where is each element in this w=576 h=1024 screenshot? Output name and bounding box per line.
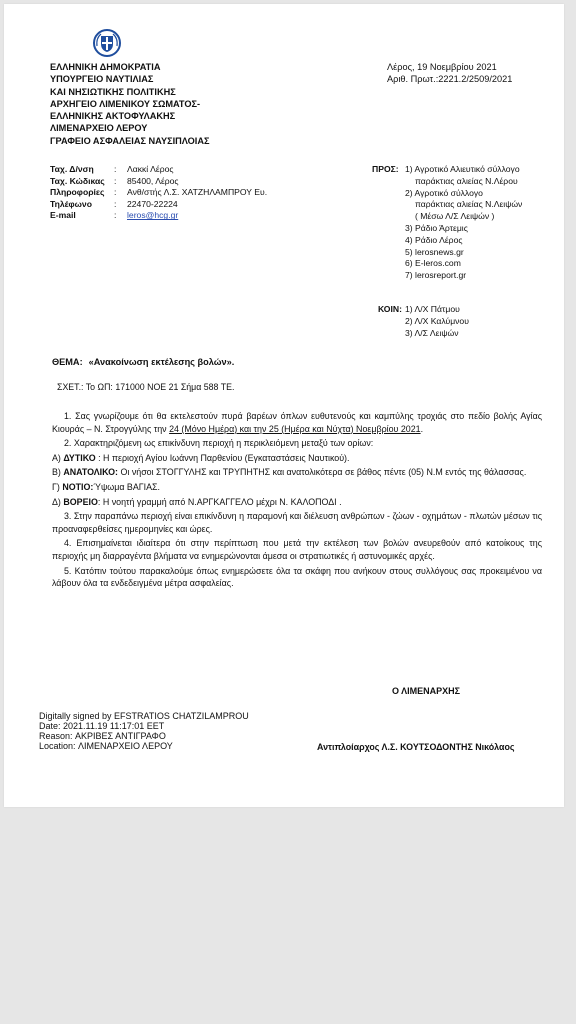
recipient-line: παράκτιας αλιείας Ν.Λειψών <box>415 199 523 210</box>
recipients-label: ΠΡΟΣ: <box>372 164 399 174</box>
boundary-text: : Η νοητή γραμμή από Ν.ΑΡΓΚΑΓΓΕΛΟ μέχρι Ν. ΚΑΛΟΠΟΔΙ . <box>97 496 342 507</box>
authority-line: ΕΛΛΗΝΙΚΗ ΔΗΜΟΚΡΑΤΙΑ <box>50 62 161 72</box>
authority-line: ΑΡΧΗΓΕΙΟ ΛΙΜΕΝΙΚΟΥ ΣΩΜΑΤΟΣ- <box>50 98 201 109</box>
contact-row <box>50 199 267 211</box>
document-body <box>52 410 542 592</box>
dates-underlined: 24 (Μόνο Ημέρα) και την 25 (Ημέρα και Νύχτα) Νοεμβρίου 2021 <box>169 423 421 434</box>
digital-signature-line: Digitally signed by EFSTRATIOS CHATZILAMPROU <box>39 711 249 721</box>
contact-label: E-mail <box>50 210 76 221</box>
reference-line: ΣΧΕΤ.: Το ΩΠ: 171000 ΝΟΕ 21 Σήμα 588 ΤΕ. <box>57 382 235 392</box>
contact-row <box>50 176 267 188</box>
protocol-number: Αριθ. Πρωτ.:2221.2/2509/2021 <box>387 74 513 85</box>
contact-sep: : <box>114 198 117 209</box>
contact-label: Τηλέφωνο <box>50 198 92 209</box>
authority-line: ΕΛΛΗΝΙΚΗΣ ΑΚΤΟΦΥΛΑΚΗΣ <box>50 111 176 122</box>
paragraph-3: 3. Στην παραπάνω περιοχή είναι επικίνδυνη η παραμονή και διέλευση ανθρώπων - ζώων - οχημάτων - πλωτών μέσων τις προαναφερθείσες ημερομηνίες και ώρες. <box>52 511 542 534</box>
signer-name: Αντιπλοίαρχος Λ.Σ. ΚΟΥΤΣΟΔΟΝΤΗΣ Νικόλαος <box>317 742 515 752</box>
recipients-block <box>372 164 522 282</box>
contact-label: Ταχ. Δ/νση <box>50 164 94 174</box>
subject-text: «Ανακοίνωση εκτέλεσης βολών». <box>88 357 235 367</box>
subject-label: ΘΕΜΑ: <box>52 357 83 367</box>
boundary-text: : Η περιοχή Αγίου Ιωάννη Παρθενίου (Εγκαταστάσεις Ναυτικού). <box>95 452 350 463</box>
boundary-west <box>52 452 542 465</box>
contact-value: Ανθ/στής Λ.Σ. ΧΑΤΖΗΛΑΜΠΡΟΥ Ευ. <box>127 187 268 198</box>
contact-value: Λακκί Λέρος <box>127 164 174 174</box>
recipient-line: 6) E-leros.com <box>405 258 461 269</box>
paragraph-2: 2. Χαρακτηριζόμενη ως επικίνδυνη περιοχή η περικλειόμενη μεταξύ των ορίων: <box>64 438 374 449</box>
recipient-line: 1) Αγροτικό Αλιευτικό σύλλογο <box>405 164 520 174</box>
boundary-label: ΝΟΤΙΟ: <box>62 481 94 492</box>
item-prefix: Β) <box>52 467 64 478</box>
authority-line: ΚΑΙ ΝΗΣΙΩΤΙΚΗΣ ΠΟΛΙΤΙΚΗΣ <box>50 86 176 97</box>
contact-sep: : <box>114 210 117 221</box>
copy-line: 1) Λ/Χ Πάτμου <box>405 304 460 314</box>
item-prefix: Α) <box>52 452 64 463</box>
authority-line: ΥΠΟΥΡΓΕΙΟ ΝΑΥΤΙΛΙΑΣ <box>50 74 154 85</box>
boundary-label: ΒΟΡΕΙΟ <box>63 496 98 507</box>
document-meta <box>387 61 512 86</box>
subject-line <box>52 357 234 367</box>
contact-row <box>50 210 267 222</box>
document-page <box>4 4 564 807</box>
copy-line: 3) Λ/Σ Λειψών <box>405 327 459 338</box>
paragraph-text: . <box>420 423 424 434</box>
boundary-text: Ύψωμα ΒΑΓΙΑΣ. <box>93 481 160 492</box>
boundary-label: ΑΝΑΤΟΛΙΚΟ: <box>63 467 119 478</box>
contact-label: Ταχ. Κώδικας <box>50 175 105 186</box>
digital-signature-line: Date: 2021.11.19 11:17:01 EET <box>39 721 165 731</box>
contact-value: 85400, Λέρος <box>127 175 179 186</box>
contact-sep: : <box>114 164 117 174</box>
authority-line: ΓΡΑΦΕΙΟ ΑΣΦΑΛΕΙΑΣ ΝΑΥΣΙΠΛΟΙΑΣ <box>50 135 210 146</box>
recipient-line: 7) lerosreport.gr <box>405 270 467 281</box>
boundary-text: Οι νήσοι ΣΤΟΓΓΥΛΗΣ και ΤΡΥΠΗΤΗΣ και ανατολικότερα σε βάθος πέντε (05) Ν.Μ εντός της θάλασσας. <box>118 467 527 478</box>
contact-row <box>50 164 267 176</box>
contact-sep: : <box>114 187 117 198</box>
recipient-line: 4) Ράδιο Λέρος <box>405 234 463 245</box>
digital-signature-line: Location: ΛΙΜΕΝΑΡΧΕΙΟ ΛΕΡΟΥ <box>39 741 173 751</box>
copies-block <box>378 304 469 339</box>
boundary-label: ΔΥΤΙΚΟ <box>63 452 96 463</box>
contact-row <box>50 187 267 199</box>
contact-sep: : <box>114 175 117 186</box>
paragraph-4: 4. Επισημαίνεται ιδιαίτερα ότι στην περίπτωση που μετά την εκτέλεση των βολών ανευρεθούν από κατοίκους της περιοχής μη διαρραγέντα βλήματα να ενημερώνονται άμεσα οι στρατιωτικές ή αστυνομικές αρχές. <box>52 538 542 561</box>
contact-info <box>50 164 267 222</box>
boundary-east <box>52 466 542 479</box>
authority-line: ΛΙΜΕΝΑΡΧΕΙΟ ΛΕΡΟΥ <box>50 123 148 134</box>
recipient-line: 2) Αγροτικό σύλλογο <box>405 187 483 198</box>
item-prefix: Γ) <box>52 481 63 492</box>
contact-value: 22470-22224 <box>127 198 178 209</box>
contact-label: Πληροφορίες <box>50 187 105 198</box>
recipient-line: 3) Ράδιο Άρτεμις <box>405 222 468 233</box>
greek-coat-of-arms-icon <box>92 28 122 58</box>
signature-title: Ο ΛΙΜΕΝΑΡΧΗΣ <box>392 686 461 696</box>
paragraph-text: 1. Σας γνωρίζουμε ότι θα εκτελεστούν πυρά βαρέων όπλων ευθυτενούς και καμπύλης τροχιάς στο πεδίο βολής Αγίας Κιουράς – Ν. Στρογγύλης την <box>52 411 542 434</box>
paragraph-5: 5. Κατόπιν τούτου παρακαλούμε όπως ενημερώσετε όλα τα σκάφη που ανήκουν στους συλλόγους σας προκειμένου να λάβουν όλα τα ενδεδειγμένα μέτρα ασφαλείας. <box>52 565 542 589</box>
recipient-line: παράκτιας αλιείας Ν.Λέρου <box>415 175 518 186</box>
recipient-line: 5) lerosnews.gr <box>405 246 464 257</box>
recipient-line: ( Μέσω Λ/Σ Λειψών ) <box>415 211 495 222</box>
digital-signature-line: Reason: ΑΚΡΙΒΕΣ ΑΝΤΙΓΡΑΦΟ <box>39 731 166 741</box>
paragraph-1 <box>52 410 542 435</box>
email-link[interactable]: leros@hcg.gr <box>127 210 179 221</box>
digital-signature <box>39 711 249 751</box>
document-date: Λέρος, 19 Νοεμβρίου 2021 <box>387 62 497 72</box>
boundary-north <box>52 496 542 509</box>
copy-line: 2) Λ/Χ Καλύμνου <box>405 315 469 326</box>
item-prefix: Δ) <box>52 496 64 507</box>
boundary-south <box>52 481 542 494</box>
issuing-authority <box>50 61 210 147</box>
copies-label: ΚΟΙΝ: <box>378 304 402 314</box>
